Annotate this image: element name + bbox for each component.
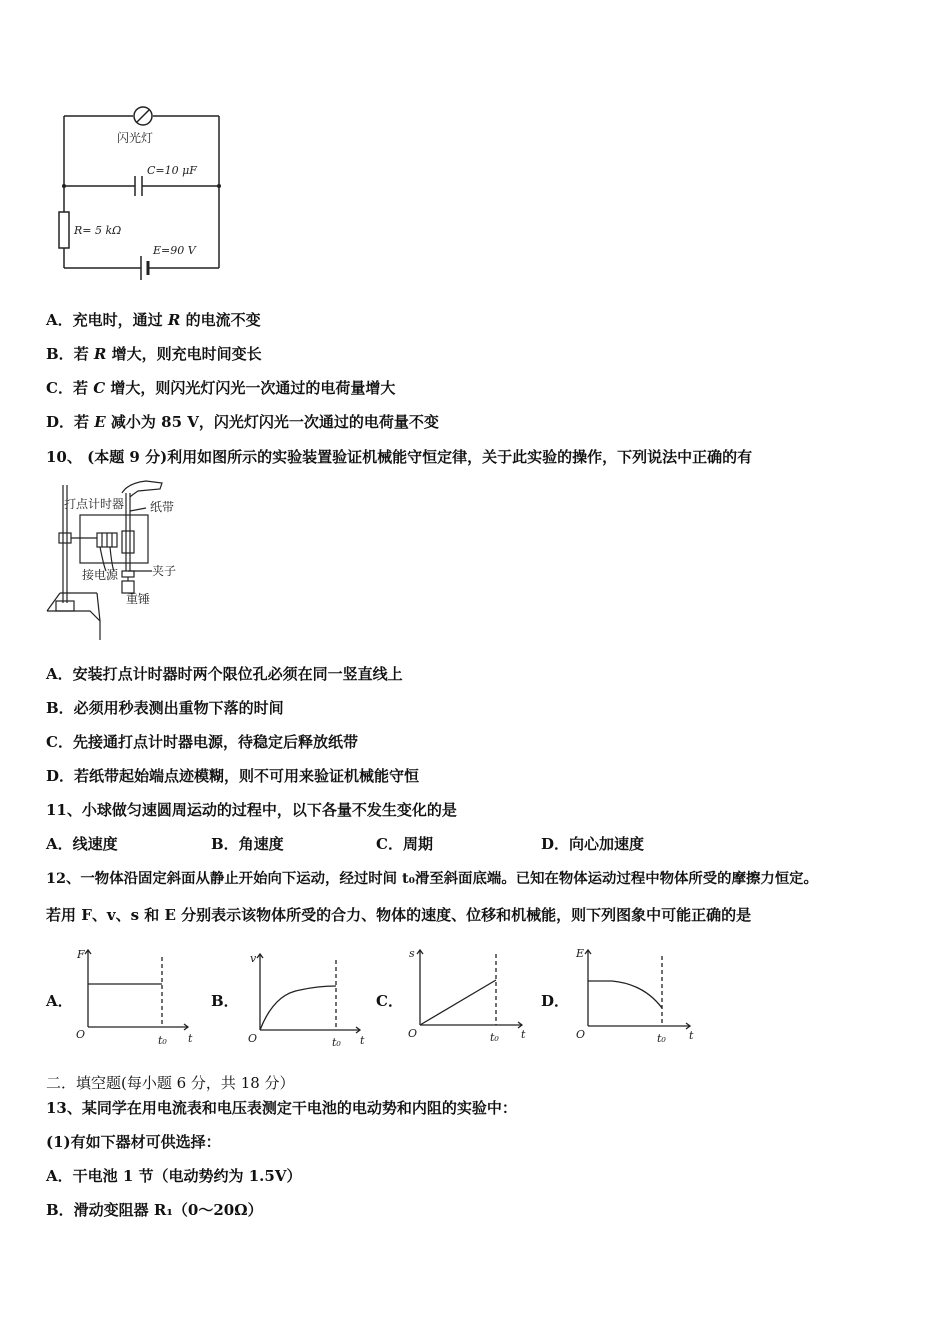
q11-option-a: A．线速度 [46, 835, 118, 853]
timer-label: 打点计时器 [64, 497, 125, 511]
q12-stem-line1: 12、一物体沿固定斜面从静止开始向下运动，经过时间 t₀滑至斜面底端。已知在物体运动过程中物体所受的摩擦力恒定。 [46, 870, 818, 887]
graph-c [404, 940, 534, 1050]
q10-stem: 10、 (本题 9 分)利用如图所示的实验装置验证机械能守恒定律，关于此实验的操作，下列说法中正确的有 [46, 448, 753, 466]
svg-text:O: O [248, 1032, 258, 1045]
section-2-title: 二．填空题(每小题 6 分，共 18 分） [46, 1074, 295, 1092]
graph-b-letter: B． [211, 992, 239, 1010]
graph-b [240, 942, 370, 1052]
svg-text:O: O [76, 1028, 86, 1041]
q9-option-a: A．充电时，通过 R 的电流不变 [46, 311, 261, 329]
q11-option-b: B．角速度 [211, 835, 284, 853]
circuit-diagram [55, 100, 230, 285]
capacitor-label: C=10 μF [147, 164, 197, 177]
resistor-icon [59, 212, 69, 248]
svg-text:t₀: t₀ [332, 1036, 341, 1049]
q13-stem: 13、某同学在用电流表和电压表测定干电池的电动势和内阻的实验中： [46, 1099, 517, 1117]
graph-c-letter: C． [376, 992, 403, 1010]
lamp-label: 闪光灯 [117, 131, 154, 145]
power-label: 接电源 [82, 568, 119, 582]
q10-option-d: D．若纸带起始端点迹模糊，则不可用来验证机械能守恒 [46, 767, 420, 785]
svg-text:t: t [188, 1032, 193, 1045]
q10-option-b: B．必须用秒表测出重物下落的时间 [46, 699, 284, 717]
svg-text:t: t [521, 1028, 526, 1041]
weight-label: 重锤 [126, 592, 151, 606]
clip-label: 夹子 [152, 564, 177, 578]
timer-box [80, 515, 148, 563]
q13-part1: (1)有如下器材可供选择： [46, 1133, 221, 1151]
svg-text:t₀: t₀ [490, 1031, 499, 1044]
emf-label: E=90 V [153, 244, 196, 257]
q13-item-b: B．滑动变阻器 R₁（0～20Ω） [46, 1201, 263, 1219]
apparatus-diagram [42, 475, 192, 645]
resistor-label: R= 5 kΩ [74, 224, 122, 237]
tape-label: 纸带 [150, 500, 175, 514]
q9-option-c: C．若 C 增大，则闪光灯闪光一次通过的电荷量增大 [46, 379, 396, 397]
svg-text:t: t [689, 1029, 694, 1042]
svg-text:F: F [77, 948, 85, 961]
svg-text:O: O [576, 1028, 586, 1041]
graph-a [70, 942, 200, 1052]
graph-d-letter: D． [541, 992, 570, 1010]
q10-option-c: C．先接通打点计时器电源，待稳定后释放纸带 [46, 733, 358, 751]
q10-option-a: A．安装打点计时器时两个限位孔必须在同一竖直线上 [46, 665, 403, 683]
graph-d [572, 940, 702, 1050]
q11-option-c: C．周期 [376, 835, 433, 853]
svg-text:t₀: t₀ [158, 1034, 167, 1047]
q9-option-d: D．若 E 减小为 85 V，闪光灯闪光一次通过的电荷量不变 [46, 413, 439, 431]
svg-text:s: s [409, 947, 415, 960]
q9-option-b: B．若 R 增大，则充电时间变长 [46, 345, 262, 363]
svg-text:t₀: t₀ [657, 1032, 666, 1045]
svg-text:E: E [576, 947, 585, 960]
svg-text:v: v [250, 952, 257, 965]
q12-stem-line2: 若用 F、v、s 和 E 分别表示该物体所受的合力、物体的速度、位移和机械能，则下列图象中可能正确的是 [46, 906, 752, 924]
q11-stem: 11、小球做匀速圆周运动的过程中，以下各量不发生变化的是 [46, 801, 457, 819]
svg-text:O: O [408, 1027, 418, 1040]
svg-text:t: t [360, 1034, 365, 1047]
graph-a-letter: A． [46, 992, 73, 1010]
q11-option-d: D．向心加速度 [541, 835, 645, 853]
q13-item-a: A．干电池 1 节（电动势约为 1.5V） [46, 1167, 302, 1185]
